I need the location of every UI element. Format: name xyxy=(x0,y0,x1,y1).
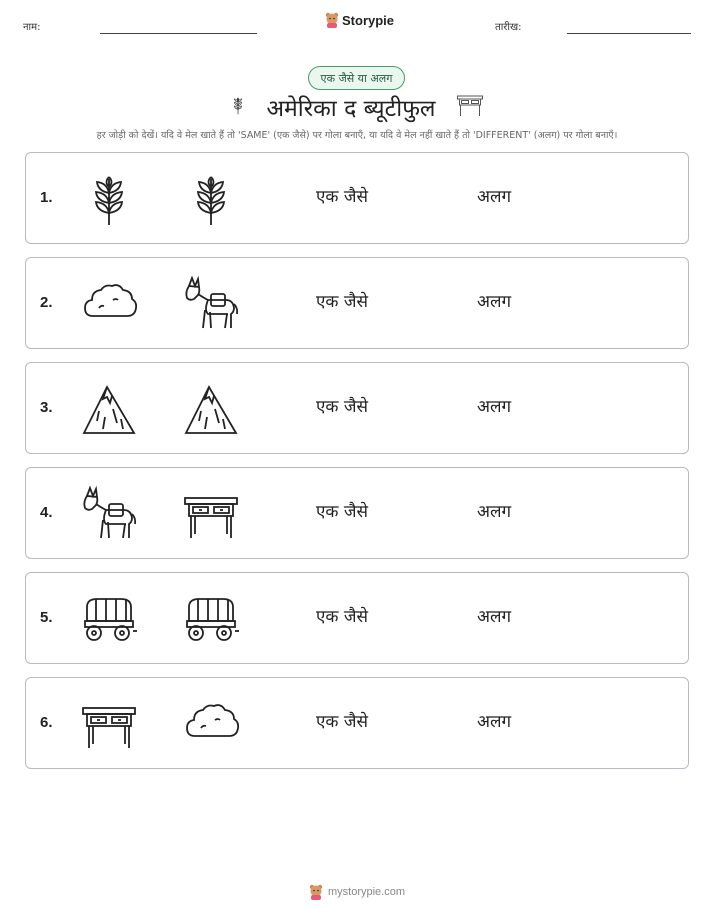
option-different[interactable]: अलग xyxy=(477,607,512,627)
instructions-text: हर जोड़ी को देखें। यदि वे मेल खाते हैं तो 'SAME' (एक जैसे) पर गोला बनाएँ, या यदि वे मेल नहीं खाते हैं तो 'DIFFERENT' (अलग) पर गोला बनाएँ। xyxy=(96,130,618,141)
cloud-icon xyxy=(81,276,137,332)
option-same[interactable]: एक जैसे xyxy=(316,397,368,417)
question-number: 2. xyxy=(40,294,53,311)
option-same[interactable]: एक जैसे xyxy=(316,502,368,522)
donkey-icon xyxy=(183,276,239,332)
table-icon xyxy=(454,91,486,123)
option-same[interactable]: एक जैसे xyxy=(316,712,368,732)
wheat-icon xyxy=(183,171,239,227)
worksheet-type-badge: एक जैसे या अलग xyxy=(308,66,405,90)
question-number: 6. xyxy=(40,714,53,731)
question-row xyxy=(25,362,689,454)
option-different[interactable]: अलग xyxy=(477,292,512,312)
date-line[interactable] xyxy=(567,33,691,34)
option-different[interactable]: अलग xyxy=(477,712,512,732)
footer-website: mystorypie.com xyxy=(327,886,406,898)
date-label: तारीख: xyxy=(495,22,522,33)
question-row xyxy=(25,572,689,664)
name-line[interactable] xyxy=(100,33,257,34)
question-number: 1. xyxy=(40,189,53,206)
option-same[interactable]: एक जैसे xyxy=(316,607,368,627)
table-icon xyxy=(183,486,239,542)
wheat-icon xyxy=(228,90,248,124)
option-different[interactable]: अलग xyxy=(477,397,512,417)
table-icon xyxy=(81,696,137,752)
option-same[interactable]: एक जैसे xyxy=(316,187,368,207)
wheat-icon xyxy=(81,171,137,227)
question-row xyxy=(25,152,689,244)
question-row xyxy=(25,677,689,769)
mountain-icon xyxy=(81,381,137,437)
option-different[interactable]: अलग xyxy=(477,502,512,522)
question-number: 3. xyxy=(40,399,53,416)
donkey-icon xyxy=(81,486,137,542)
question-number: 5. xyxy=(40,609,53,626)
option-different[interactable]: अलग xyxy=(477,187,512,207)
cloud-icon xyxy=(183,696,239,752)
option-same[interactable]: एक जैसे xyxy=(316,292,368,312)
name-label: नाम: xyxy=(23,22,41,33)
bear-mascot-icon xyxy=(309,884,323,900)
question-row xyxy=(25,257,689,349)
wagon-icon xyxy=(81,591,137,647)
bear-mascot-icon xyxy=(325,12,339,28)
worksheet-title: अमेरिका द ब्यूटीफुल xyxy=(266,96,436,122)
brand-logo xyxy=(325,12,394,28)
wagon-icon xyxy=(183,591,239,647)
mountain-icon xyxy=(183,381,239,437)
question-row xyxy=(25,467,689,559)
question-number: 4. xyxy=(40,504,53,521)
brand-name: Storypie xyxy=(342,12,395,28)
